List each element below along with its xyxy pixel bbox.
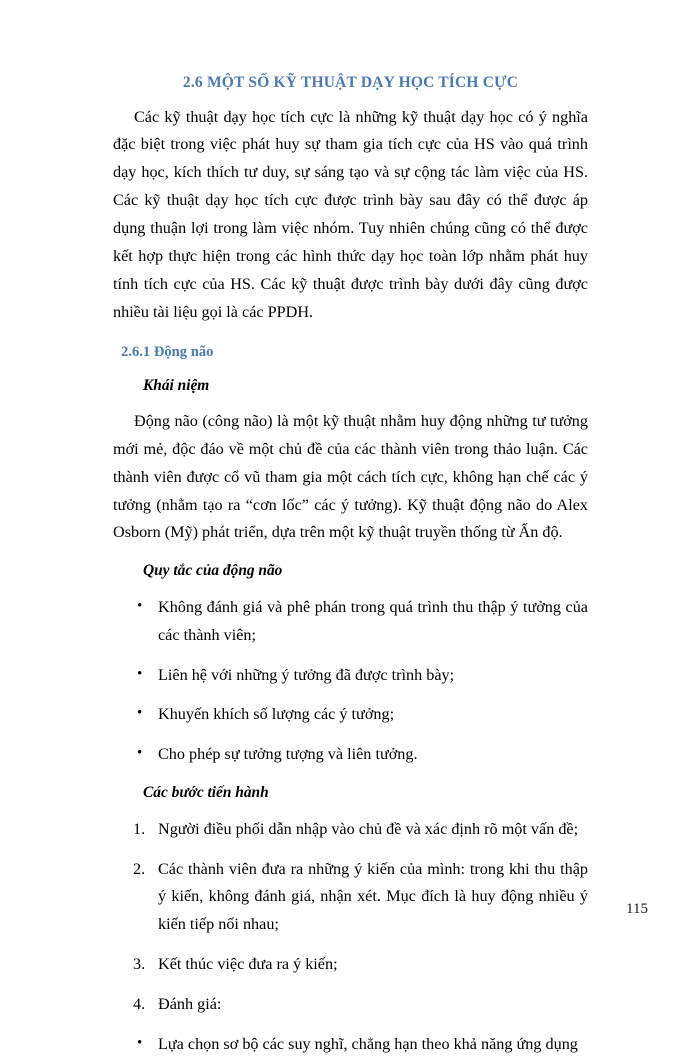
list-item-text: Kết thúc việc đưa ra ý kiến;	[158, 955, 338, 974]
evaluation-sub-list	[113, 1019, 588, 1059]
list-item-text: Đánh giá:	[158, 995, 222, 1014]
list-item	[113, 650, 588, 690]
heading-quy-tac: Quy tắc của động não	[143, 562, 283, 580]
list-item	[113, 1019, 588, 1059]
concept-paragraph: Động não (công não) là một kỹ thuật nhằm huy động những tư tưởng mới mẻ, độc đáo về một chủ đề của các thành viên trong thảo luận. Các thành viên được cổ vũ tham gia một cách tích cực, không hạn chế các ý tưởng (nhằm tạo ra “cơn lốc” các ý tưởng). Kỹ thuật động não do Alex Osborn (Mỹ) phát triển, dựa trên một kỹ thuật truyền thống từ Ấn độ.	[113, 412, 588, 542]
page-number: 115	[626, 901, 648, 917]
steps-list	[113, 804, 588, 1019]
rules-list	[113, 582, 588, 769]
list-item	[113, 729, 588, 769]
list-item-text: Liên hệ với những ý tưởng đã được trình bày;	[158, 665, 455, 684]
step-number-marker: 1.	[133, 819, 146, 838]
step-number-marker: 3.	[133, 955, 146, 974]
bullet-marker-icon: •	[137, 665, 143, 682]
subsection-heading-dong-nao: 2.6.1 Động não	[121, 344, 214, 361]
list-item	[113, 804, 588, 844]
list-item-text: Không đánh giá và phê phán trong quá trình thu thập ý tưởng của các thành viên;	[158, 597, 588, 644]
intro-paragraph: Các kỹ thuật dạy học tích cực là những kỹ thuật dạy học có ý nghĩa đặc biệt trong việc phát huy sự tham gia tích cực của HS vào quá trình dạy học, kích thích tư duy, sự sáng tạo và sự cộng tác làm việc của HS. Các kỹ thuật dạy học tích cực được trình bày sau đây có thể được áp dụng thuận lợi trong làm việc nhóm. Tuy nhiên chúng cũng có thể được kết hợp thực hiện trong các hình thức dạy học toàn lớp nhằm phát huy tính tích cực của HS. Các kỹ thuật được trình bày dưới đây cũng được nhiều tài liệu gọi là các PPDH.	[113, 107, 588, 321]
list-item	[113, 689, 588, 729]
page-content	[113, 0, 588, 1059]
list-item	[113, 844, 588, 940]
bullet-marker-icon: •	[137, 597, 143, 614]
list-item-text: Lựa chọn sơ bộ các suy nghĩ, chẳng hạn theo khả năng ứng dụng	[158, 1034, 578, 1053]
list-item	[113, 582, 588, 650]
list-item	[113, 939, 588, 979]
list-item-text: Người điều phối dẫn nhập vào chủ đề và xác định rõ một vấn đề;	[158, 819, 579, 838]
heading-cac-buoc-tien-hanh: Các bước tiến hành	[143, 784, 269, 802]
step-number-marker: 4.	[133, 995, 146, 1014]
step-number-marker: 2.	[133, 859, 146, 878]
bullet-marker-icon: •	[137, 705, 143, 722]
list-item-text: Khuyến khích số lượng các ý tưởng;	[158, 705, 395, 724]
bullet-marker-icon: •	[137, 745, 143, 762]
list-item-text: Các thành viên đưa ra những ý kiến của mình: trong khi thu thập ý kiến, không đánh giá, nhận xét. Mục đích là huy động nhiều ý kiến tiếp nối nhau;	[158, 859, 588, 934]
list-item-text: Cho phép sự tưởng tượng và liên tưởng.	[158, 745, 418, 764]
page-title: 2.6 MỘT SỐ KỸ THUẬT DẠY HỌC TÍCH CỰC	[182, 74, 519, 91]
list-item	[113, 979, 588, 1019]
heading-khai-niem: Khái niệm	[143, 377, 210, 395]
bullet-marker-icon: •	[137, 1034, 143, 1051]
